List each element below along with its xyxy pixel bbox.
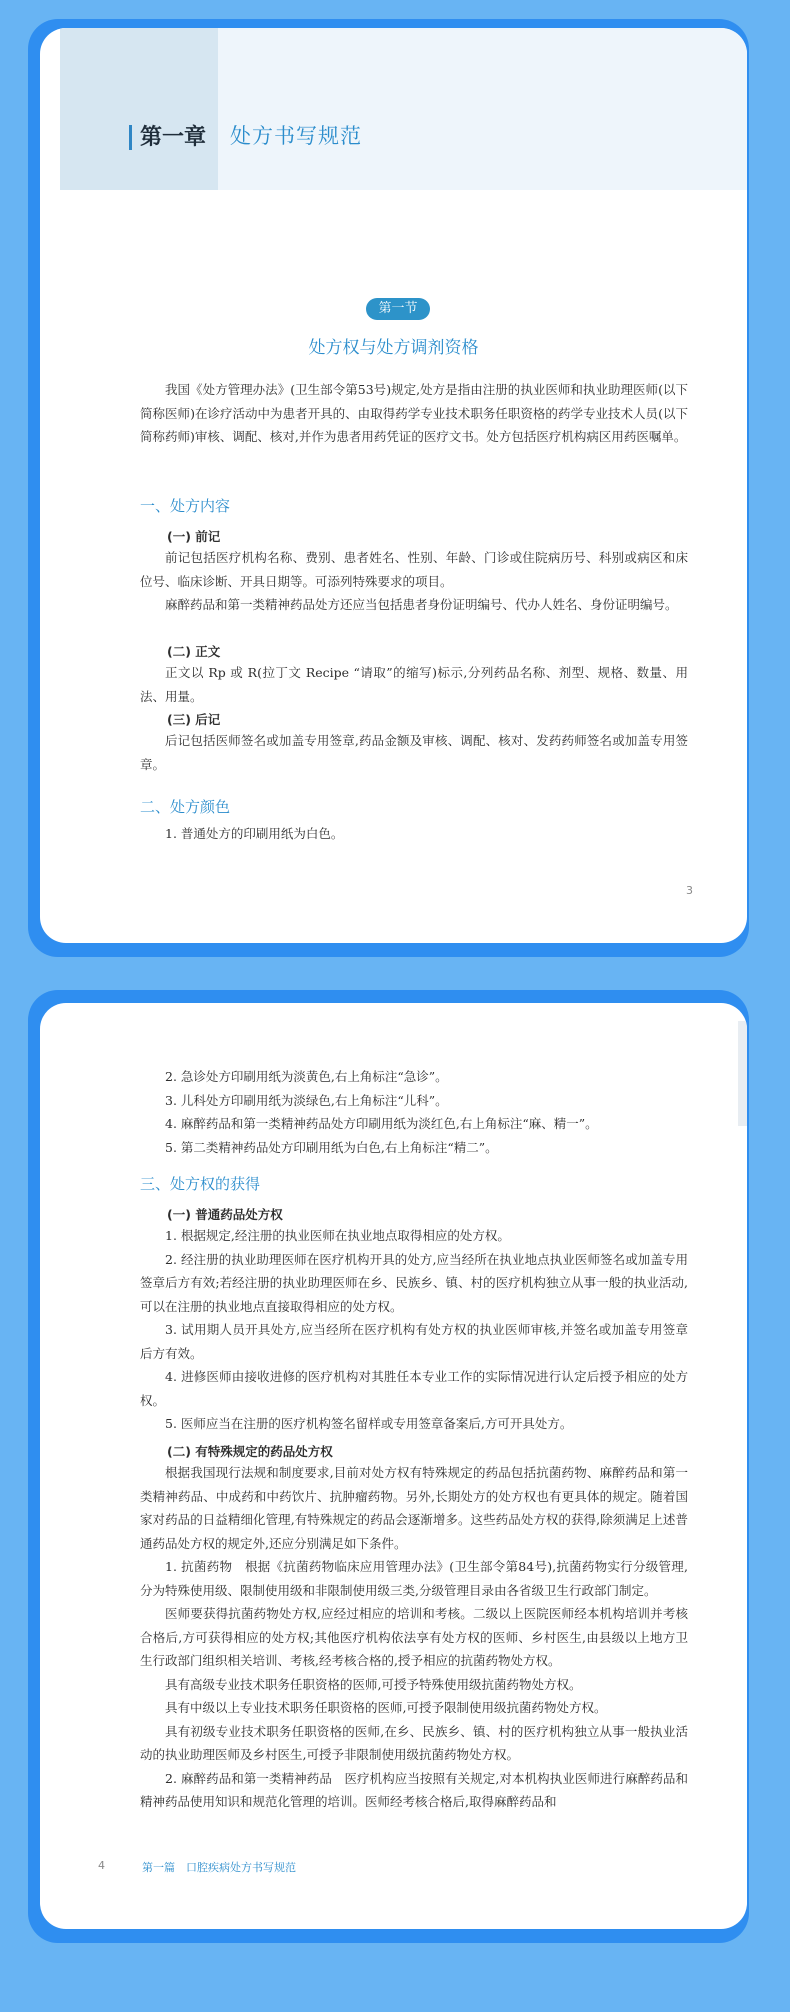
paragraph: 具有高级专业技术职务任职资格的医师,可授予特殊使用级抗菌药物处方权。: [165, 1676, 582, 1692]
body-block: [140, 661, 688, 708]
section-badge: 第一节: [366, 298, 430, 320]
subheading-special: (二) 有特殊规定的药品处方权: [167, 1444, 333, 1459]
chapter-number: 第一章: [140, 125, 207, 150]
paragraph: 根据我国现行法规和制度要求,目前对处方权有特殊规定的药品包括抗菌药物、麻醉药品和第一类精神药品、中成药和中药饮片、抗肿瘤药物。另外,长期处方的处方权也有更具体的规定。随着国家对药品的日益精细化管理,有特殊规定的药品会逐渐增多。这些药品处方权的获得,除须满足上述普通药品处方权的规定外,还应分别满足如下条件。: [140, 1465, 688, 1551]
paragraph: 具有初级专业技术职务任职资格的医师,在乡、民族乡、镇、村的医疗机构独立从事一般执业活动的执业助理医师及乡村医生,可授予非限制使用级抗菌药物处方权。: [140, 1723, 688, 1762]
paragraph: 前记包括医疗机构名称、费别、患者姓名、性别、年龄、门诊或住院病历号、科别或病区和床位号、临床诊断、开具日期等。可添列特殊要求的项目。: [140, 550, 688, 589]
paragraph: 正文以 Rp 或 R(拉丁文 Recipe “请取”的缩写)标示,分列药品名称、剂型、规格、数量、用法、用量。: [140, 665, 688, 704]
general-block: [140, 1224, 688, 1436]
chapter-title: 处方书写规范: [230, 124, 362, 148]
list-item: 1. 普通处方的印刷用纸为白色。: [165, 826, 344, 841]
book-page-3: [40, 28, 747, 943]
list-item: 3. 儿科处方印刷用纸为淡绿色,右上角标注“儿科”。: [165, 1092, 448, 1108]
heading-content: 一、处方内容: [140, 497, 231, 515]
paragraph: 1. 根据规定,经注册的执业医师在执业地点取得相应的处方权。: [165, 1228, 510, 1243]
chapter-header-accent: [60, 28, 218, 190]
page-number: 3: [686, 884, 693, 897]
subheading-body: (二) 正文: [167, 644, 221, 659]
back-block: [140, 729, 688, 776]
page-number: 4: [98, 1859, 105, 1872]
paragraph: 麻醉药品和第一类精神药品处方还应当包括患者身份证明编号、代办人姓名、身份证明编号。: [165, 597, 678, 612]
color-list-cont: [140, 1065, 688, 1159]
intro-block: [140, 378, 688, 449]
paragraph: 1. 抗菌药物 根据《抗菌药物临床应用管理办法》(卫生部令第84号),抗菌药物实行分级管理,分为特殊使用级、限制使用级和非限制使用级三类,分级管理目录由各省级卫生行政部门制定。: [140, 1559, 688, 1598]
heading-acquire: 三、处方权的获得: [140, 1175, 261, 1193]
paragraph: 医师要获得抗菌药物处方权,应经过相应的培训和考核。二级以上医院医师经本机构培训并考核合格后,方可获得相应的处方权;其他医疗机构依法享有处方权的医师、乡村医生,由县级以上地方卫生行政部门组织相关培训、考核,经考核合格的,授予相应的抗菌药物处方权。: [140, 1606, 688, 1668]
list-item: 4. 麻醉药品和第一类精神药品处方印刷用纸为淡红色,右上角标注“麻、精一”。: [165, 1116, 598, 1131]
paragraph: 具有中级以上专业技术职务任职资格的医师,可授予限制使用级抗菌药物处方权。: [165, 1700, 607, 1715]
scrollbar[interactable]: [738, 1021, 747, 1126]
chapter-header-bar: [129, 125, 132, 150]
front-block: [140, 546, 688, 617]
paragraph: 3. 试用期人员开具处方,应当经所在医疗机构有处方权的执业医师审核,并签名或加盖专用签章后方有效。: [140, 1322, 688, 1361]
paragraph: 5. 医师应当在注册的医疗机构签名留样或专用签章备案后,方可开具处方。: [165, 1416, 573, 1431]
color-block: [140, 822, 688, 846]
book-page-4: [40, 1003, 747, 1929]
intro-paragraph: 我国《处方管理办法》(卫生部令第53号)规定,处方是指由注册的执业医师和执业助理医师(以下简称医师)在诊疗活动中为患者开具的、由取得药学专业技术职务任职资格的药学专业技术人员(以下简称药师)审核、调配、核对,并作为患者用药凭证的医疗文书。处方包括医疗机构病区用药医嘱单。: [140, 382, 688, 444]
running-footer: 第一篇 口腔疾病处方书写规范: [142, 1861, 296, 1874]
paragraph: 2. 经注册的执业助理医师在医疗机构开具的处方,应当经所在执业地点执业医师签名或加盖专用签章后方有效;若经注册的执业助理医师在乡、民族乡、镇、村的医疗机构独立从事一般的执业活动,可以在注册的执业地点直接取得相应的处方权。: [140, 1251, 688, 1314]
paragraph: 4. 进修医师由接收进修的医疗机构对其胜任本专业工作的实际情况进行认定后授予相应的处方权。: [140, 1369, 688, 1408]
subheading-front: (一) 前记: [167, 529, 221, 544]
list-item: 5. 第二类精神药品处方印刷用纸为白色,右上角标注“精二”。: [165, 1139, 498, 1155]
paragraph: 后记包括医师签名或加盖专用签章,药品金额及审核、调配、核对、发药药师签名或加盖专用签章。: [140, 733, 688, 772]
paragraph: 2. 麻醉药品和第一类精神药品 医疗机构应当按照有关规定,对本机构执业医师进行麻醉药品和精神药品使用知识和规范化管理的培训。医师经考核合格后,取得麻醉药品和: [140, 1770, 688, 1809]
list-item: 2. 急诊处方印刷用纸为淡黄色,右上角标注“急诊”。: [165, 1069, 448, 1084]
subheading-general: (一) 普通药品处方权: [167, 1207, 283, 1222]
heading-color: 二、处方颜色: [140, 798, 231, 816]
subheading-back: (三) 后记: [167, 712, 221, 727]
special-block: [140, 1461, 688, 1814]
section-title: 处方权与处方调剂资格: [308, 338, 479, 358]
